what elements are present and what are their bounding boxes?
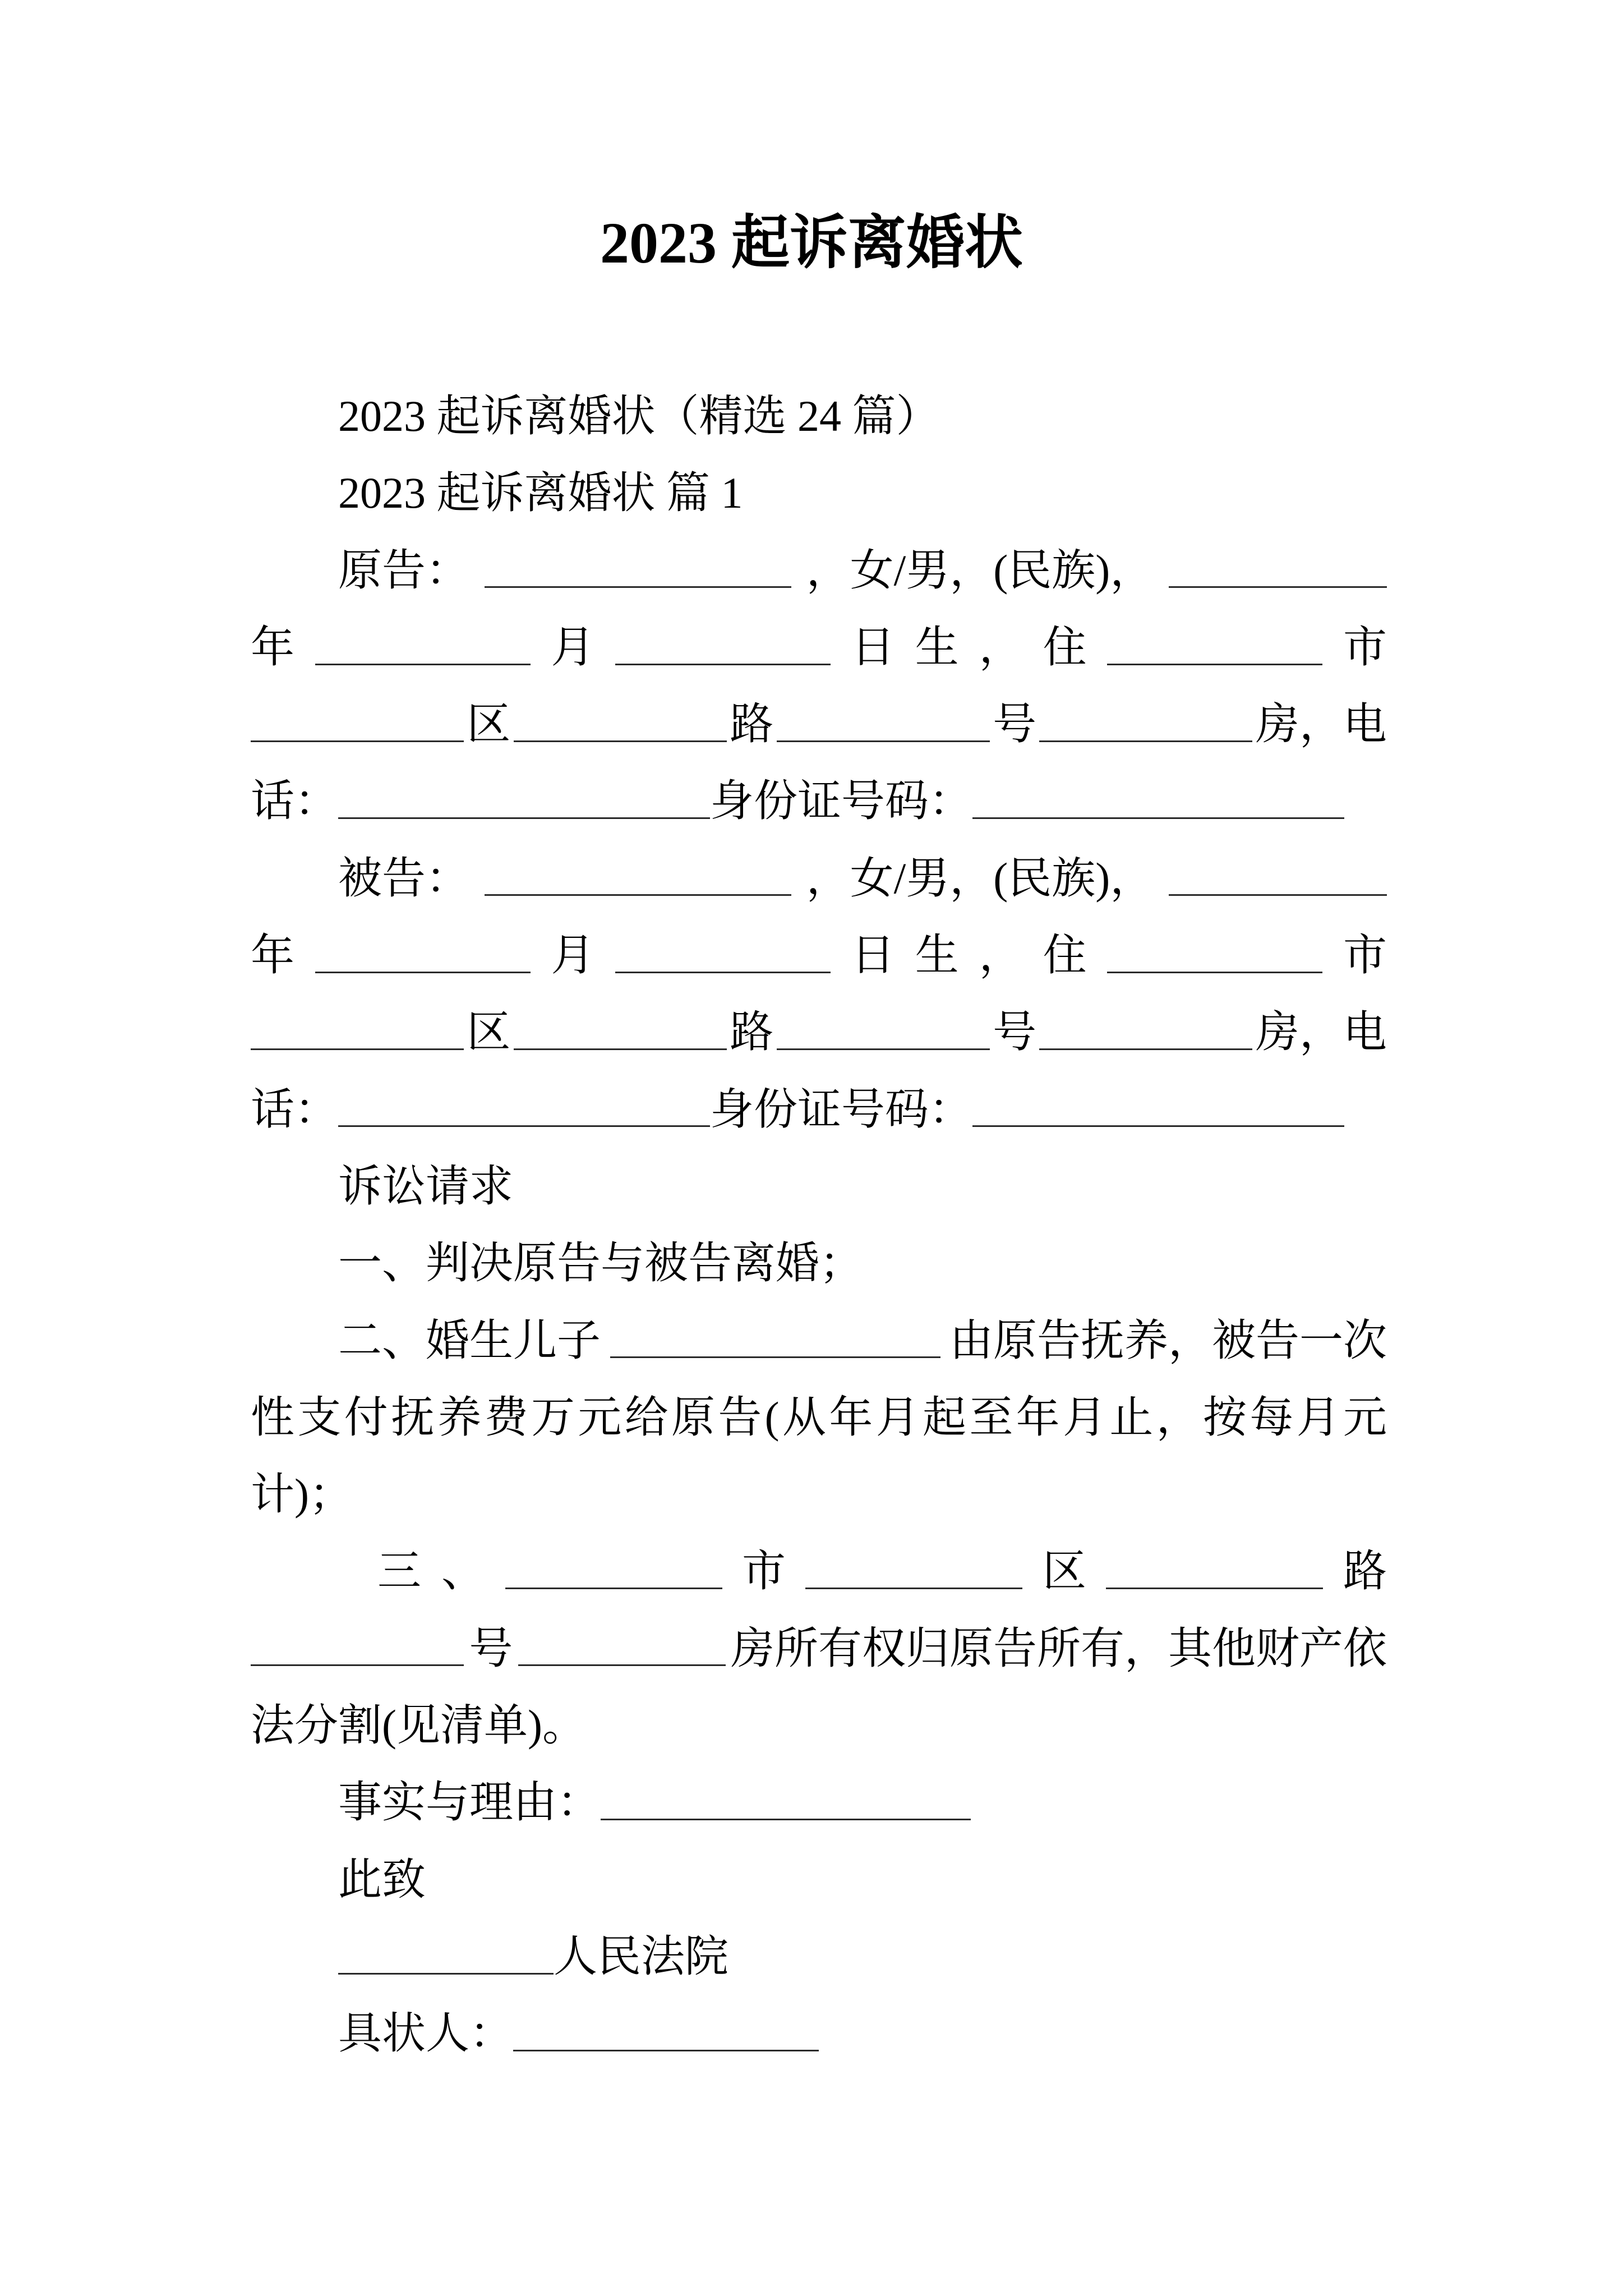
plaintiff-number-label: 号 (993, 700, 1037, 749)
defendant-month-blank (315, 937, 531, 973)
defendant-number-label: 号 (993, 1007, 1037, 1057)
claim-2-line-3 (251, 1456, 1387, 1533)
facts-label: 事实与理由： (338, 1778, 601, 1827)
defendant-room-phone-label: 房，电 (1255, 1007, 1387, 1057)
claim-1-text: 一、判决原告与被告离婚； (338, 1239, 864, 1288)
plaintiff-room-phone-label: 房，电 (1255, 700, 1387, 749)
document-body (251, 378, 1387, 2072)
defendant-room-blank (1039, 1014, 1252, 1050)
defendant-line-4 (251, 1071, 1387, 1148)
defendant-line-1 (251, 840, 1387, 917)
plaintiff-id-blank (972, 783, 1344, 819)
plaintiff-city-label: 市 (1343, 622, 1387, 671)
court-name-blank (338, 1939, 554, 1975)
closing-text: 此致 (338, 1855, 426, 1904)
plaintiff-phone-blank (338, 783, 710, 819)
claim-3-room-blank (518, 1630, 726, 1666)
defendant-line-2 (251, 917, 1387, 993)
plaintiff-road-label: 路 (730, 700, 774, 749)
plaintiff-day-blank (615, 629, 831, 665)
plaintiff-month-blank (315, 629, 531, 665)
defendant-born-residence-label: 日生，住 (851, 931, 1107, 980)
defendant-id-label: 身份证号码： (710, 1084, 973, 1134)
plaintiff-month-label: 月 (551, 622, 595, 671)
claim-2-line-3-text: 计)； (251, 1470, 353, 1519)
claim-2-line-2: 性支付抚养费万元给原告(从年月起至年月止，按每月元 (251, 1392, 1387, 1442)
defendant-line-3 (251, 993, 1387, 1070)
facts-blank (601, 1784, 971, 1820)
section-heading-line (251, 454, 1387, 531)
defendant-city-label: 市 (1343, 931, 1387, 980)
claim-1-line (251, 1225, 1387, 1301)
plaintiff-district-label: 区 (467, 700, 511, 749)
court-suffix: 人民法院 (554, 1931, 729, 1981)
plaintiff-room-blank (1039, 706, 1252, 742)
defendant-road-blank (514, 1014, 727, 1050)
plaintiff-year-label: 年 (251, 622, 295, 671)
defendant-birth-year-blank (1169, 860, 1387, 896)
plaintiff-id-label: 身份证号码： (710, 776, 973, 826)
claim-3-line-3-text: 法分割(见清单)。 (251, 1701, 586, 1750)
claim-2-line-1 (251, 1302, 1387, 1379)
defendant-phone-blank (338, 1091, 710, 1127)
document-title: 2023 起诉离婚状 (600, 211, 1023, 275)
defendant-road-label: 路 (730, 1007, 774, 1057)
defendant-district-label: 区 (467, 1007, 511, 1057)
claim-3-number-blank (251, 1630, 464, 1666)
claim-2-line-1-suffix: 由原告抚养，被告一次 (949, 1315, 1387, 1365)
claim-3-prefix: 三、 (377, 1547, 506, 1596)
collection-title: 2023 起诉离婚状（精选 24 篇） (338, 392, 940, 440)
plaintiff-birth-year-blank (1169, 552, 1387, 588)
defendant-city-blank (1107, 937, 1322, 973)
plaintiff-label: 原告： (338, 545, 470, 595)
defendant-phone-label: 话： (251, 1084, 339, 1134)
defendant-gender-ethnicity: ，女/男，(民族)， (806, 853, 1154, 903)
signer-blank (513, 2016, 819, 2051)
plaintiff-number-blank (777, 706, 990, 742)
defendant-number-blank (777, 1014, 990, 1050)
plaintiff-name-blank (485, 552, 791, 588)
child-name-blank (610, 1322, 940, 1358)
claim-3-number-label: 号 (469, 1623, 513, 1673)
plaintiff-line-4 (251, 762, 1387, 839)
defendant-day-blank (615, 937, 831, 973)
plaintiff-born-residence-label: 日生，住 (851, 622, 1107, 671)
claim-3-road-blank (1106, 1553, 1323, 1589)
claims-heading: 诉讼请求 (338, 1161, 514, 1211)
plaintiff-road-blank (514, 706, 727, 742)
defendant-label: 被告： (338, 853, 470, 903)
claim-3-line-2 (251, 1610, 1387, 1687)
claim-3-city-label: 市 (741, 1547, 786, 1596)
defendant-name-blank (485, 860, 791, 896)
claim-3-line-1 (251, 1533, 1387, 1609)
claims-heading-line (251, 1148, 1387, 1225)
claim-3-district-blank (805, 1553, 1022, 1589)
defendant-district-blank (251, 1014, 464, 1050)
claim-3-line-2-suffix: 房所有权归原告所有，其他财产依 (730, 1623, 1387, 1673)
plaintiff-line-1 (251, 532, 1387, 609)
collection-title-line (251, 378, 1387, 454)
plaintiff-gender-ethnicity: ，女/男，(民族)， (806, 545, 1154, 595)
plaintiff-line-2 (251, 609, 1387, 685)
claim-2-prefix: 二、婚生儿子 (338, 1315, 601, 1365)
facts-line (251, 1764, 1387, 1841)
plaintiff-line-3 (251, 685, 1387, 762)
signer-label: 具状人： (338, 2009, 514, 2058)
defendant-month-label: 月 (551, 931, 595, 980)
claim-3-line-3 (251, 1687, 1387, 1764)
claim-3-district-label: 区 (1042, 1547, 1086, 1596)
claim-3-road-label: 路 (1343, 1547, 1387, 1596)
plaintiff-city-blank (1107, 629, 1322, 665)
closing-line (251, 1841, 1387, 1918)
plaintiff-phone-label: 话： (251, 776, 339, 826)
defendant-id-blank (972, 1091, 1344, 1127)
signer-line (251, 1995, 1387, 2072)
court-line (251, 1918, 1387, 1995)
section-heading: 2023 起诉离婚状 篇 1 (338, 468, 743, 518)
plaintiff-district-blank (251, 706, 464, 742)
claim-3-city-blank (505, 1553, 722, 1589)
defendant-year-label: 年 (251, 931, 295, 980)
